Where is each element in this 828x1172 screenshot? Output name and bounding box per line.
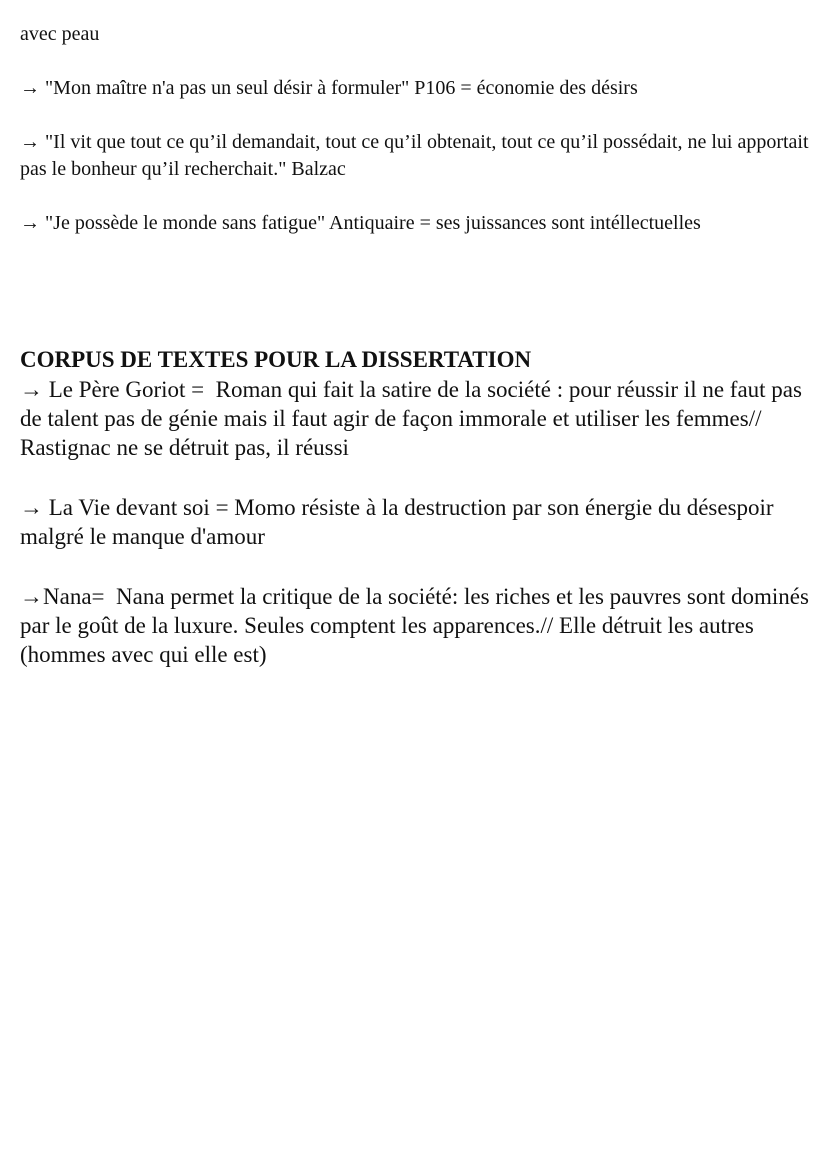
- note-avec-peau: avec peau: [20, 23, 100, 45]
- note-quote-antiquaire: → "Je possède le monde sans fatigue" Antiquaire = ses juissances sont intéllectuelles: [20, 212, 701, 234]
- note-quote-maitre: → "Mon maître n'a pas un seul désir à formuler" P106 = économie des désirs: [20, 77, 638, 99]
- corpus-item-pere-goriot: → Le Père Goriot = Roman qui fait la satire de la société : pour réussir il ne faut pas de talent pas de génie mais il faut agir de façon immorale et utiliser les femmes// Rastignac ne se détruit pas, il réussi: [20, 377, 808, 460]
- corpus-item-vie-devant-soi: → La Vie devant soi = Momo résiste à la destruction par son énergie du désespoir malgré le manque d'amour: [20, 495, 780, 549]
- corpus-heading: CORPUS DE TEXTES POUR LA DISSERTATION: [20, 347, 532, 372]
- corpus-item-nana: →Nana= Nana permet la critique de la société: les riches et les pauvres sont dominés par le goût de la luxure. Seules comptent les apparences.// Elle détruit les autres (hommes avec qui elle est): [20, 584, 815, 667]
- note-quote-balzac: → "Il vit que tout ce qu’il demandait, tout ce qu’il obtenait, tout ce qu’il possédait, ne lui apportait pas le bonheur qu’il recherchait." Balzac: [20, 131, 814, 180]
